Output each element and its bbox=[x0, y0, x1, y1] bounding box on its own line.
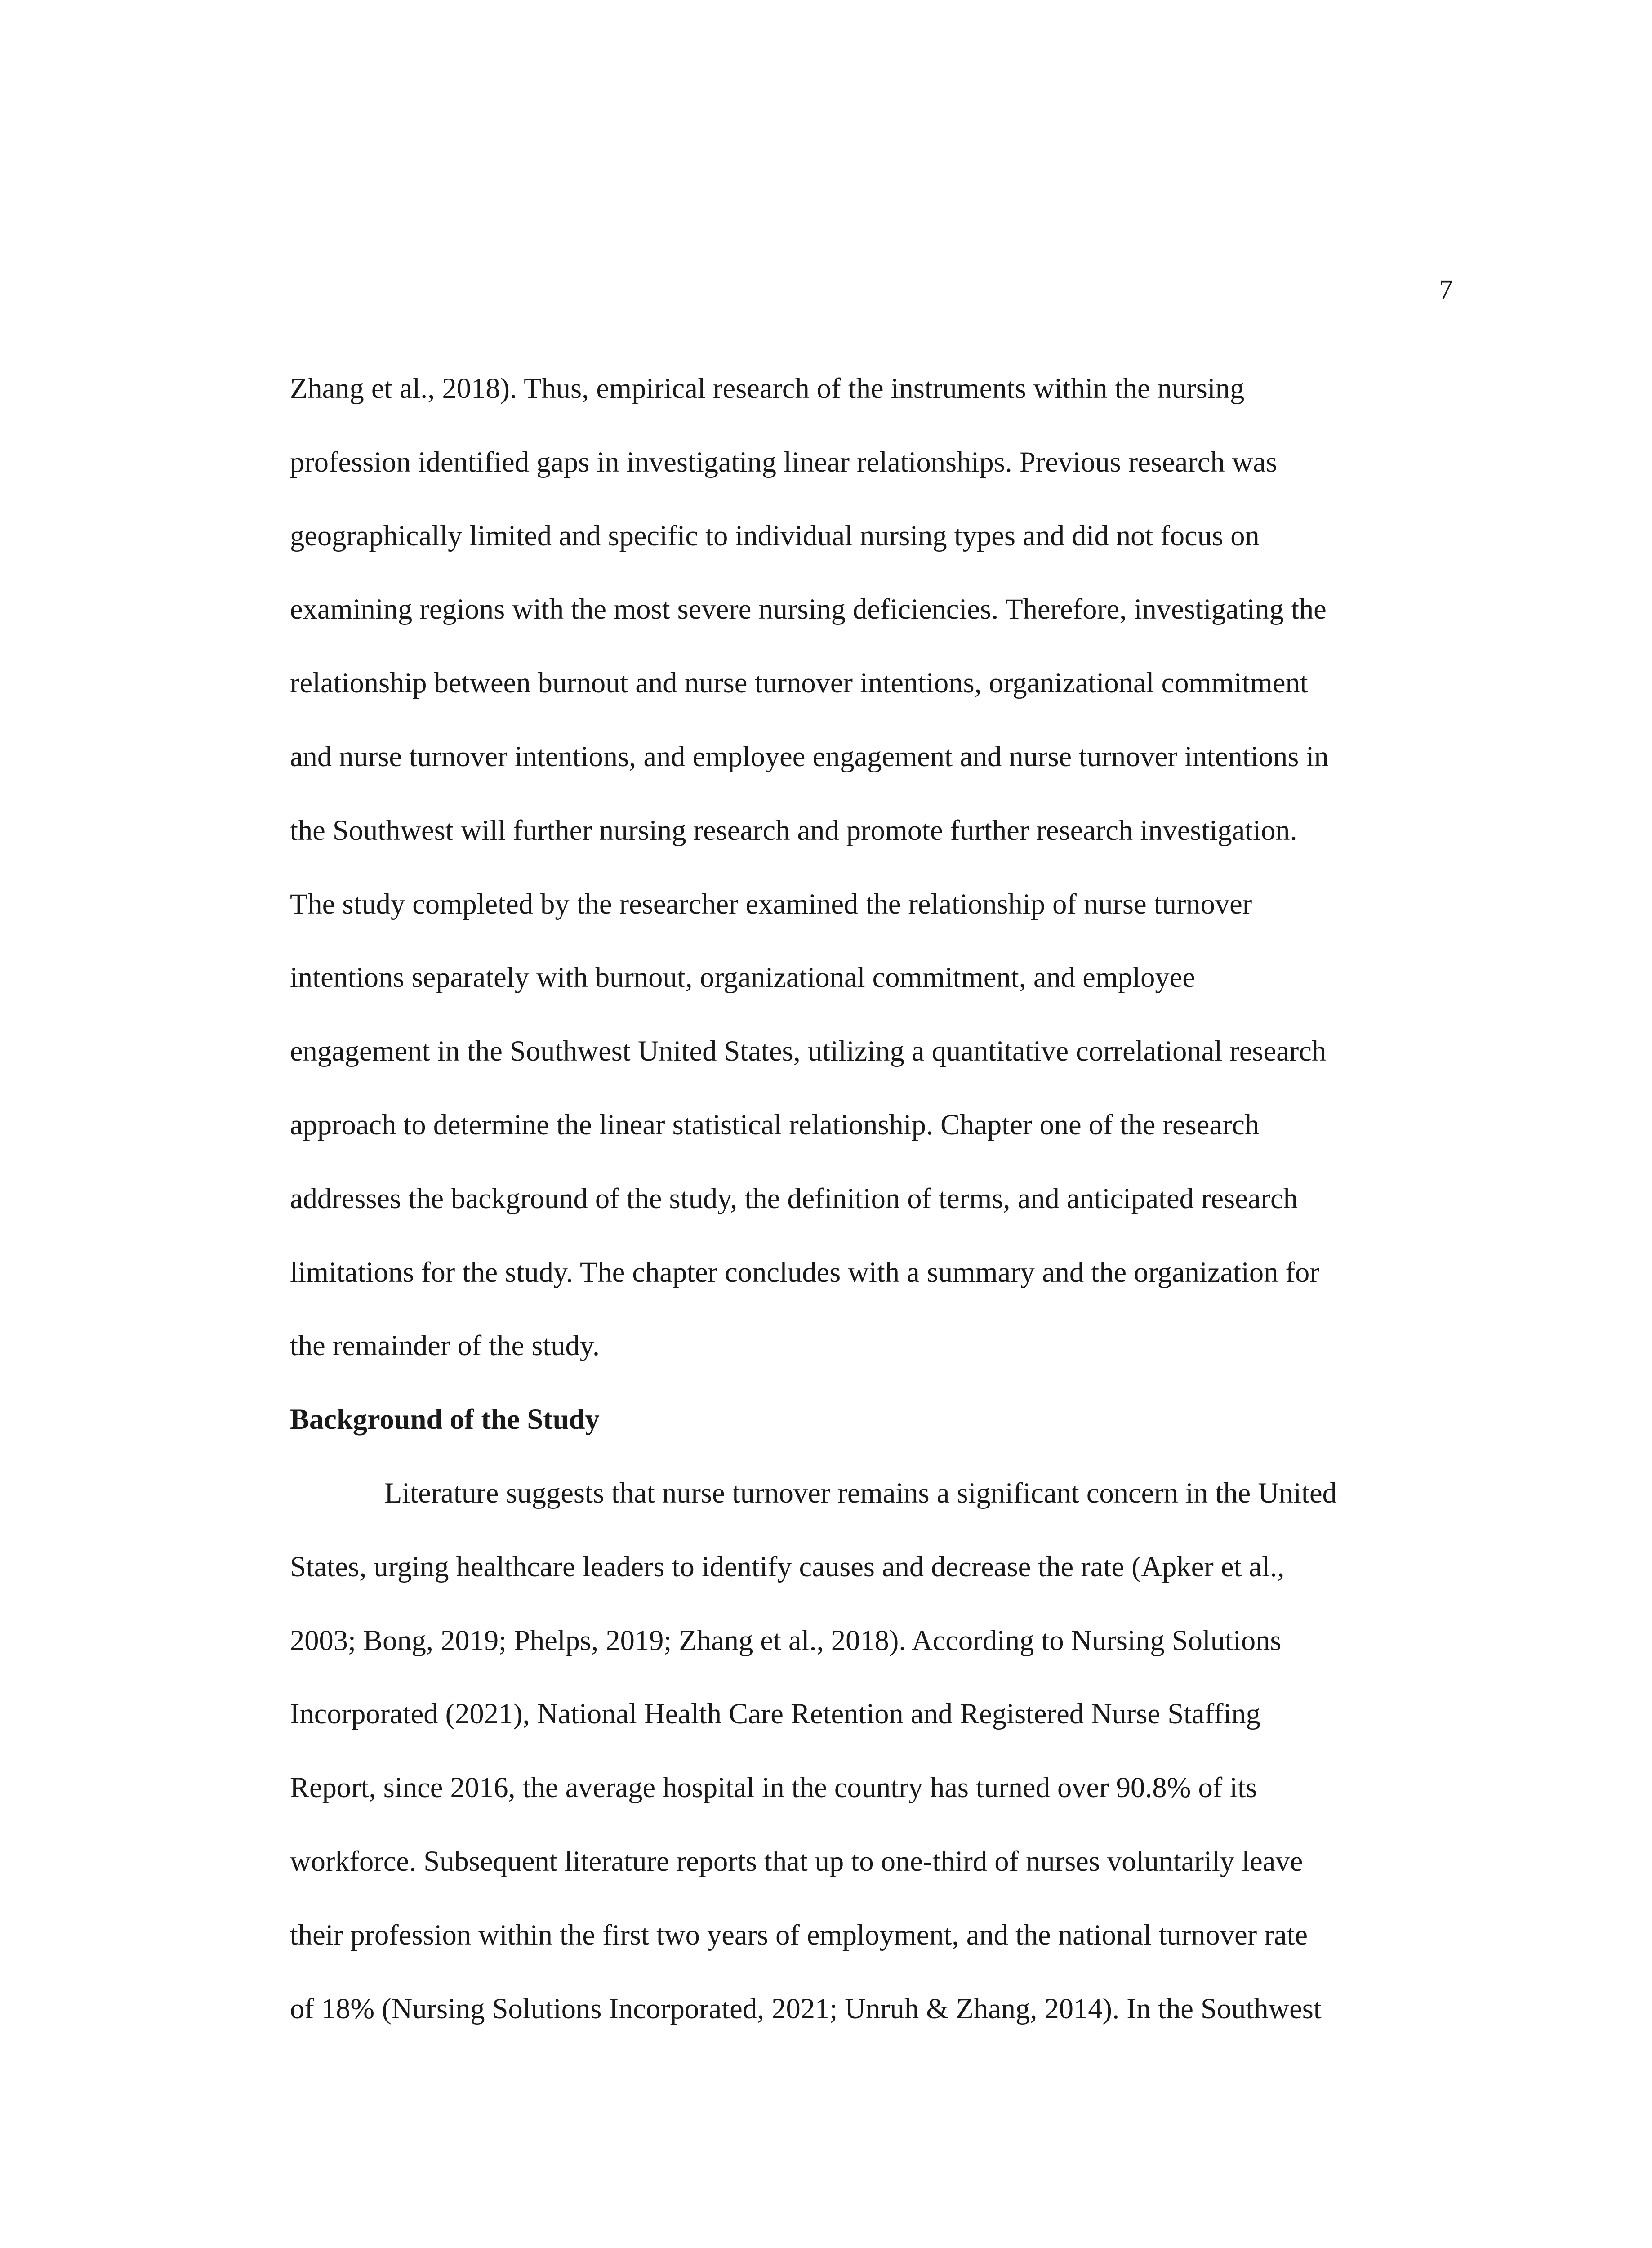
text-line: relationship between burnout and nurse turnover intentions, organizational commitment bbox=[290, 667, 1308, 699]
text-line: intentions separately with burnout, organizational commitment, and employee bbox=[290, 961, 1195, 994]
text-line: limitations for the study. The chapter concludes with a summary and the organization for bbox=[290, 1256, 1319, 1288]
text-line: their profession within the first two years of employment, and the national turnover rate bbox=[290, 1918, 1308, 1951]
section-heading: Background of the Study bbox=[290, 1403, 600, 1436]
text-line: the Southwest will further nursing research and promote further research investigation. bbox=[290, 814, 1297, 846]
text-line: examining regions with the most severe nursing deficiencies. Therefore, investigating the bbox=[290, 593, 1327, 625]
text-line: The study completed by the researcher examined the relationship of nurse turnover bbox=[290, 888, 1252, 920]
text-line: and nurse turnover intentions, and employee engagement and nurse turnover intentions in bbox=[290, 740, 1329, 772]
text-line: geographically limited and specific to individual nursing types and did not focus on bbox=[290, 519, 1260, 552]
text-line: Literature suggests that nurse turnover remains a significant concern in the United bbox=[384, 1476, 1337, 1509]
text-line: Report, since 2016, the average hospital in the country has turned over 90.8% of its bbox=[290, 1771, 1257, 1804]
text-line: addresses the background of the study, the definition of terms, and anticipated research bbox=[290, 1182, 1298, 1214]
text-line: States, urging healthcare leaders to identify causes and decrease the rate (Apker et al., bbox=[290, 1550, 1285, 1583]
text-line: engagement in the Southwest United States, utilizing a quantitative correlational research bbox=[290, 1035, 1327, 1067]
text-line: profession identified gaps in investigating linear relationships. Previous research was bbox=[290, 446, 1278, 478]
text-line: Incorporated (2021), National Health Care Retention and Registered Nurse Staffing bbox=[290, 1698, 1260, 1730]
text-body bbox=[290, 370, 1337, 2064]
text-line: 2003; Bong, 2019; Phelps, 2019; Zhang et al., 2018). According to Nursing Solutions bbox=[290, 1624, 1282, 1656]
text-line: Zhang et al., 2018). Thus, empirical research of the instruments within the nursing bbox=[290, 372, 1245, 404]
text-line: of 18% (Nursing Solutions Incorporated, 2021; Unruh & Zhang, 2014). In the Southwest bbox=[290, 1992, 1322, 2025]
text-line: workforce. Subsequent literature reports that up to one-third of nurses voluntarily leave bbox=[290, 1845, 1303, 1877]
text-line: approach to determine the linear statistical relationship. Chapter one of the research bbox=[290, 1108, 1260, 1141]
text-line: the remainder of the study. bbox=[290, 1329, 600, 1362]
page-number: 7 bbox=[1439, 275, 1453, 305]
